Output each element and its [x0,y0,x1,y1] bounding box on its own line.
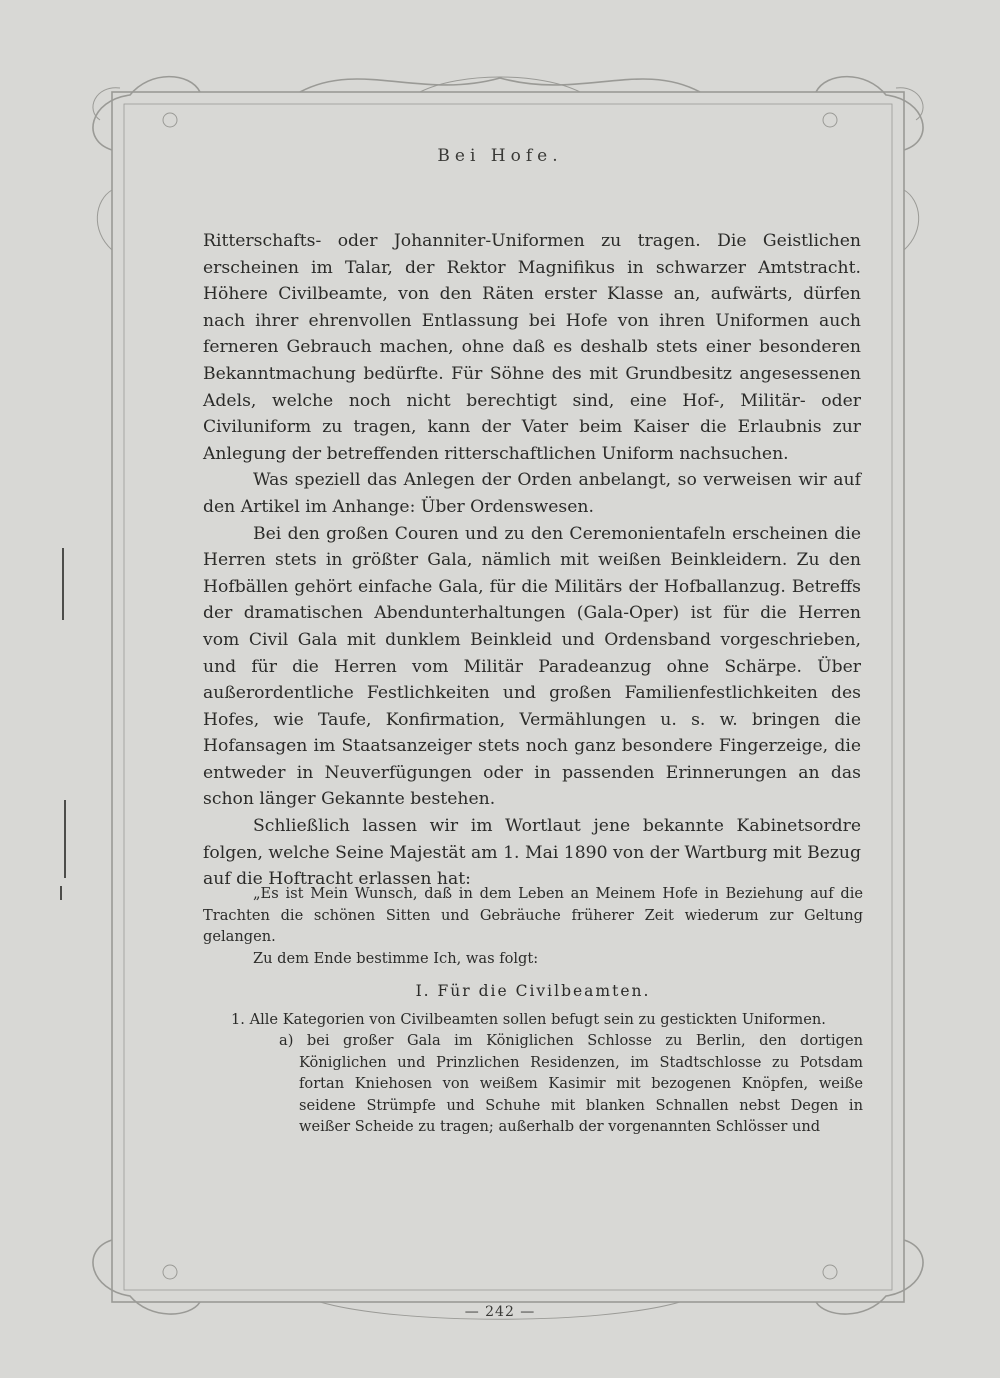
paragraph-kabinetsordre: Schließlich lassen wir im Wortlaut jene bekannte Kabinetsordre folgen, welche Seine Majestät am 1. Mai 1890 von der Wartburg mit Bezug auf die Hoftracht erlassen hat: [203,816,861,890]
margin-mark [60,886,62,900]
paragraph-gala: Bei den großen Couren und zu den Ceremonientafeln erscheinen die Herren stets in größter Gala, nämlich mit weißen Beinkleidern. Zu den Hofbällen gehört einfache Gala, für die Militärs der Hofballanzug. Betreffs der dramatischen Abendunterhaltungen (Gala-Oper) ist für die Herren vom Civil Gala mit dunklem Beinkleid und Ordensband vorgeschrieben, und für die Herren vom Militär Paradeanzug ohne Schärpe. Über außerordentliche Festlichkeiten und großen Familienfestlichkeiten des Hofes, wie Taufe, Konfirmation, Vermählungen u. s. w. bringen die Hofansagen im Staatsanzeiger stets noch ganz besondere Fingerzeige, die entweder in Neuverfügungen oder in passenden Erinnerungen an das schon länger Gekannte bestehen. [203,523,861,810]
list-item-a: a) bei großer Gala im Königlichen Schlosse zu Berlin, den dortigen Königlichen und Prinzlichen Residenzen, im Stadtschlosse zu Potsdam fortan Kniehosen von weißem Kasimir mit bezogenen Knöpfen, weiße seidene Strümpfe und Schuhe mit blanken Schnallen nebst Degen in weißer Scheide zu tragen; außerhalb der vorgenannten Schlösser und [279,1032,863,1135]
paragraph-uniforms: Ritterschafts- oder Johanniter-Uniformen zu tragen. Die Geistlichen erscheinen im Talar, der Rektor Magnifikus in schwarzer Amtstracht. Höhere Civilbeamte, von den Räten erster Klasse an, aufwärts, dürfen nach ihrer ehrenvollen Entlassung bei Hofe von ihren Uniformen auch ferneren Gebrauch machen, ohne daß es deshalb stets einer besonderen Bekanntmachung bedürfte. Für Söhne des mit Grundbesitz angesessenen Adels, welche noch nicht berechtigt sind, eine Hof-, Militär- oder Civiluniform zu tragen, kann der Vater beim Kaiser die Erlaubnis zur Anlegung der betreffenden ritterschaftlichen Uniform nachsuchen. [203,231,861,464]
list-item-1: 1. Alle Kategorien von Civilbeamten sollen befugt sein zu gestickten Uniformen. [231,1010,826,1028]
margin-mark [62,548,64,620]
running-header: Bei Hofe. [437,146,563,166]
main-text [203,228,861,893]
paragraph-orders: Was speziell das Anlegen der Orden anbelangt, so verweisen wir auf den Artikel im Anhange: Über Ordenswesen. [203,470,861,517]
section-heading: I. Für die Civilbeamten. [415,982,651,1000]
quote-intro: Zu dem Ende bestimme Ich, was folgt: [253,949,539,967]
quote-opening: „Es ist Mein Wunsch, daß in dem Leben an Meinem Hofe in Beziehung auf die Trachten die schönen Sitten und Gebräuche früherer Zeit wiederum zur Geltung gelangen. [203,885,863,945]
page-number: — 242 — [464,1304,536,1320]
margin-mark [64,800,66,878]
quoted-order [203,883,863,1138]
